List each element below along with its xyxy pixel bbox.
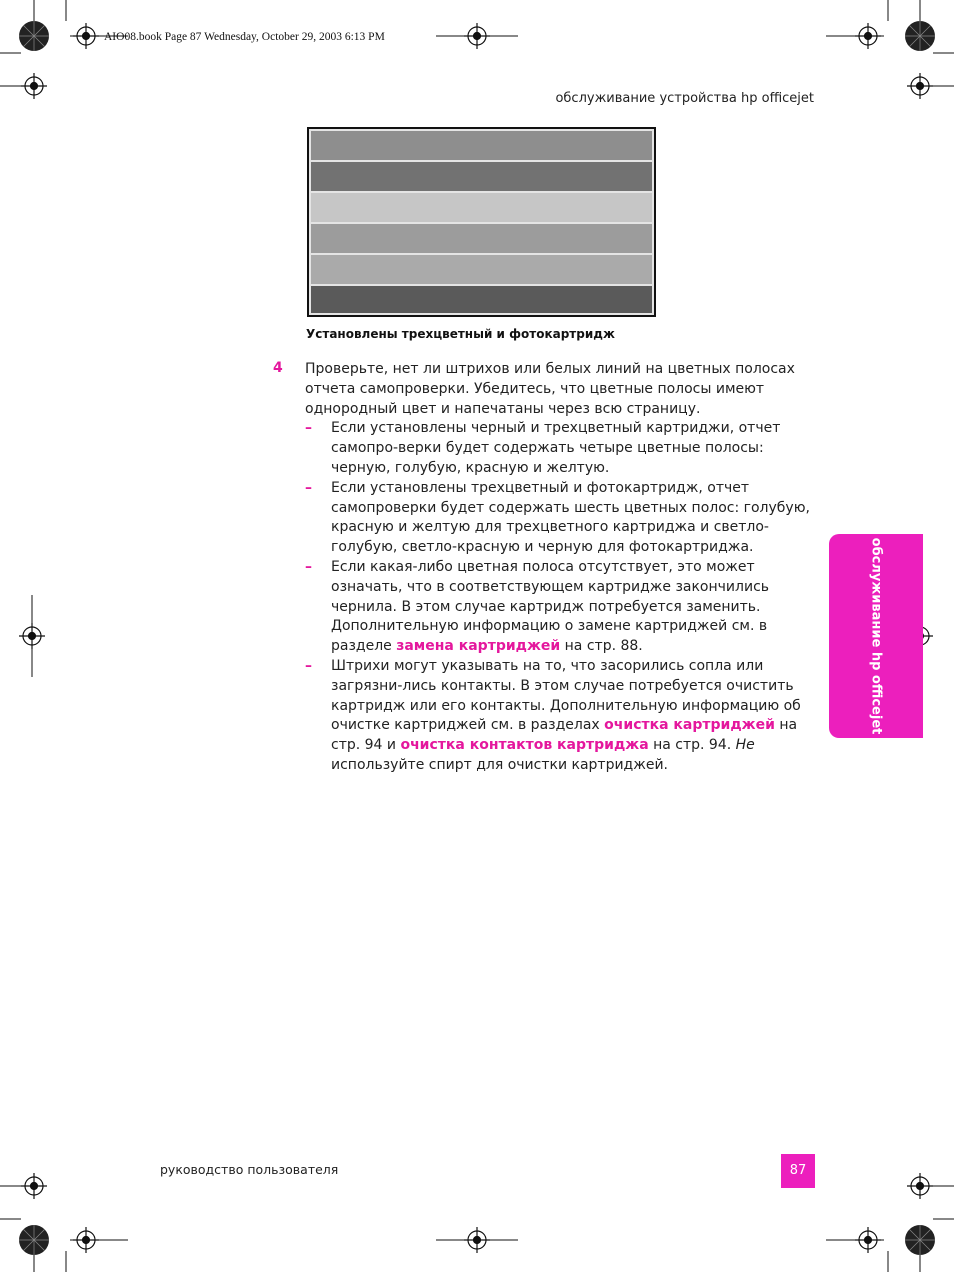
color-band-5 [311, 255, 652, 284]
self-test-color-bands [307, 127, 656, 317]
link-replace-cartridges[interactable]: замена картриджей [396, 638, 561, 655]
sub-item [305, 558, 817, 657]
figure-caption: Установлены трехцветный и фотокартридж [306, 327, 615, 341]
sub-item [305, 419, 817, 478]
sub-item-list [305, 419, 817, 775]
dash-bullet: – [305, 558, 312, 575]
chapter-side-tab [829, 534, 923, 738]
sub-item [305, 479, 817, 558]
sub-item-text: используйте спирт для очистки картриджей. [331, 756, 669, 773]
step-text: Проверьте, нет ли штрихов или белых линий на цветных полосах отчета самопроверки. Убедитесь, что цветные полосы имеют однородный цвет и напечатаны через всю страницу. [305, 361, 795, 417]
sub-item-text: Штрихи могут указывать на то, что засорились сопла или загрязни-лись контакты. В этом случае потребуется очистить картридж или его контакты. Дополнительную информацию об очистке картриджей см. в разделах [331, 657, 801, 734]
color-band-3 [311, 193, 652, 222]
footer-title: руководство пользователя [160, 1162, 339, 1177]
side-tab-label: обслуживание hp officejet [868, 537, 884, 735]
sub-item [305, 657, 817, 776]
sub-item-text: на стр. 94. [648, 737, 736, 754]
color-band-6 [311, 286, 652, 313]
print-info: AIO08.book Page 87 Wednesday, October 29, 2003 6:13 PM [104, 31, 385, 43]
running-header: обслуживание устройства hp officejet [555, 91, 814, 106]
step-number: 4 [273, 360, 283, 376]
step-body [305, 360, 817, 776]
page-number: 87 [781, 1154, 815, 1188]
sub-item-text: Если какая-либо цветная полоса отсутствует, это может означать, что в соответствующем картридже закончились чернила. В этом случае картридж потребуется заменить. Дополнительную информацию о замене картриджей см. в разделе [331, 558, 770, 655]
sub-item-text: Если установлены трехцветный и фотокартридж, отчет самопроверки будет содержать шесть цветных полос: голубую, красную и желтую для трехцветного картриджа и светло-голубую, светло-красную и черную для фотокартриджа. [331, 479, 810, 556]
link-clean-cartridges[interactable]: очистка картриджей [604, 717, 775, 734]
sub-item-text: на стр. 94 и [331, 717, 798, 754]
sub-item-text: Если установлены черный и трехцветный картриджи, отчет самопро-верки будет содержать четыре цветные полосы: черную, голубую, красную и желтую. [331, 420, 781, 476]
link-clean-cartridge-contacts[interactable]: очистка контактов картриджа [400, 737, 649, 754]
dash-bullet: – [305, 479, 312, 496]
emphasis-text: Не [735, 737, 755, 754]
dash-bullet: – [305, 657, 312, 674]
color-band-2 [311, 162, 652, 191]
color-band-1 [311, 131, 652, 160]
color-band-4 [311, 224, 652, 253]
dash-bullet: – [305, 420, 312, 437]
sub-item-text: на стр. 88. [560, 638, 643, 655]
